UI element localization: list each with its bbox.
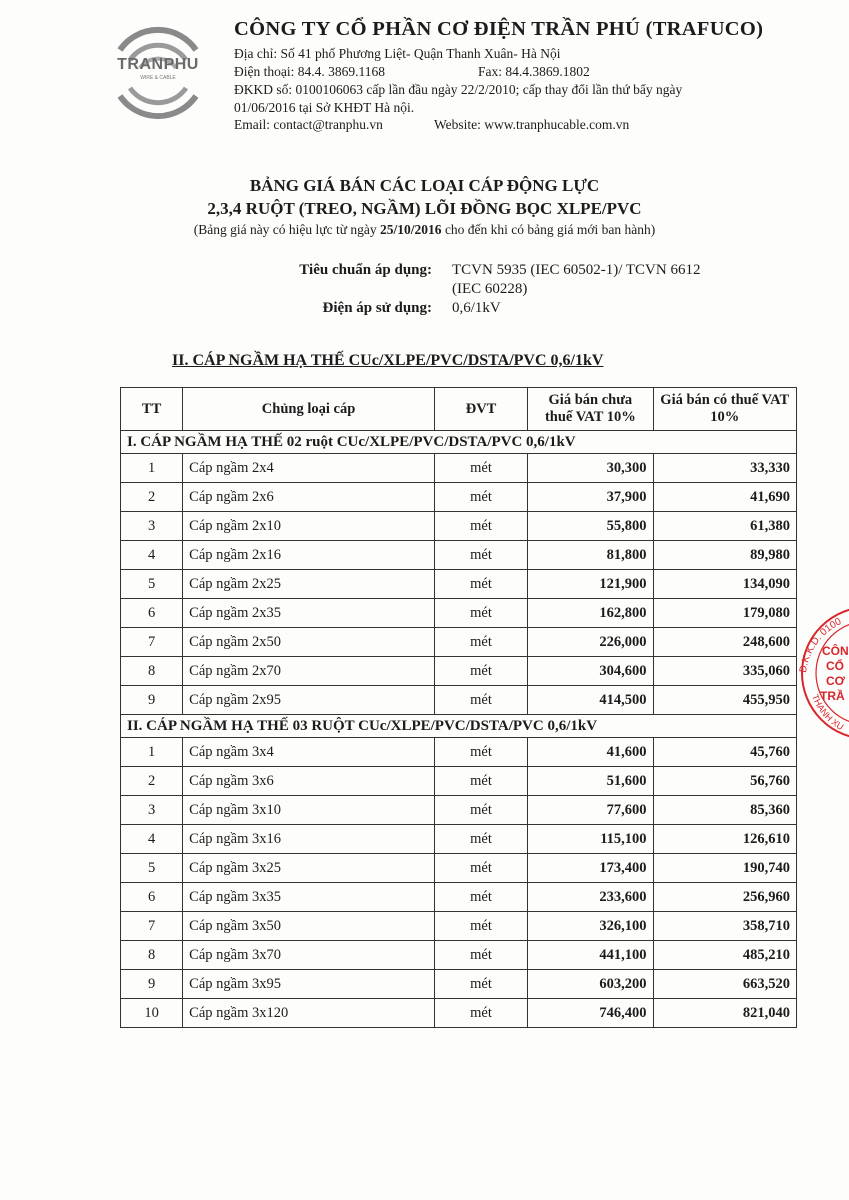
row-price-vat: 85,360 (653, 796, 796, 825)
row-price: 173,400 (528, 854, 653, 883)
row-price-vat: 485,210 (653, 941, 796, 970)
row-name: Cáp ngầm 2x50 (183, 628, 435, 657)
row-price-vat: 45,760 (653, 738, 796, 767)
row-tt: 7 (121, 628, 183, 657)
table-row (121, 599, 797, 628)
header-name: Chủng loại cáp (183, 388, 435, 431)
validity-note (0, 222, 849, 238)
row-tt: 4 (121, 825, 183, 854)
row-price-vat: 455,950 (653, 686, 796, 715)
row-tt: 9 (121, 686, 183, 715)
row-tt: 10 (121, 999, 183, 1028)
row-name: Cáp ngầm 3x95 (183, 970, 435, 999)
row-unit: mét (434, 512, 527, 541)
row-unit: mét (434, 657, 527, 686)
row-price: 51,600 (528, 767, 653, 796)
stamp-bottom-text: THANH XU (810, 693, 846, 733)
stamp-line-4: TRẦ (820, 689, 845, 703)
row-price-vat: 821,040 (653, 999, 796, 1028)
header-unit: ĐVT (434, 388, 527, 431)
row-name: Cáp ngầm 3x50 (183, 912, 435, 941)
row-name: Cáp ngầm 3x120 (183, 999, 435, 1028)
row-price-vat: 358,710 (653, 912, 796, 941)
row-unit: mét (434, 599, 527, 628)
row-tt: 3 (121, 796, 183, 825)
row-price: 121,900 (528, 570, 653, 599)
row-price: 304,600 (528, 657, 653, 686)
row-unit: mét (434, 854, 527, 883)
row-tt: 4 (121, 541, 183, 570)
table-row (121, 796, 797, 825)
row-price: 30,300 (528, 454, 653, 483)
table-header-row (121, 388, 797, 431)
company-stamp (792, 598, 849, 748)
row-price-vat: 663,520 (653, 970, 796, 999)
row-price: 41,600 (528, 738, 653, 767)
row-name: Cáp ngầm 2x70 (183, 657, 435, 686)
company-name: CÔNG TY CỔ PHẦN CƠ ĐIỆN TRẦN PHÚ (TRAFUCO) (234, 18, 764, 40)
stamp-line-3: CƠ (826, 674, 845, 688)
company-registration-line1: ĐKKD số: 0100106063 cấp lần đầu ngày 22/2/2010; cấp thay đổi lần thứ bẩy ngày (234, 82, 683, 97)
table-row (121, 941, 797, 970)
validity-suffix: cho đến khi có bảng giá mới ban hành) (441, 222, 656, 237)
table-row (121, 825, 797, 854)
stamp-line-1: CÔN (822, 644, 849, 658)
row-price: 326,100 (528, 912, 653, 941)
row-name: Cáp ngầm 3x25 (183, 854, 435, 883)
company-registration-line2: 01/06/2016 tại Sở KHĐT Hà nội. (234, 100, 415, 115)
row-tt: 6 (121, 599, 183, 628)
row-unit: mét (434, 883, 527, 912)
row-name: Cáp ngầm 2x10 (183, 512, 435, 541)
row-price: 81,800 (528, 541, 653, 570)
row-tt: 5 (121, 854, 183, 883)
table-group-row (121, 431, 797, 454)
row-price: 233,600 (528, 883, 653, 912)
table-row (121, 570, 797, 599)
row-price: 55,800 (528, 512, 653, 541)
row-unit: mét (434, 454, 527, 483)
row-unit: mét (434, 738, 527, 767)
stamp-line-2: CỔ (826, 659, 844, 673)
header-tt: TT (121, 388, 183, 431)
row-tt: 8 (121, 941, 183, 970)
row-price-vat: 41,690 (653, 483, 796, 512)
table-row (121, 454, 797, 483)
voltage-label: Điện áp sử dụng: (322, 300, 432, 316)
standard-label: Tiêu chuẩn áp dụng: (299, 262, 432, 278)
row-name: Cáp ngầm 2x25 (183, 570, 435, 599)
table-row (121, 628, 797, 657)
row-tt: 6 (121, 883, 183, 912)
row-price-vat: 61,380 (653, 512, 796, 541)
company-email: Email: contact@tranphu.vn (234, 117, 383, 132)
row-price-vat: 248,600 (653, 628, 796, 657)
row-unit: mét (434, 483, 527, 512)
document-subtitle: 2,3,4 RUỘT (TREO, NGẦM) LÕI ĐỒNG BỌC XLPE/PVC (207, 199, 642, 218)
row-unit: mét (434, 767, 527, 796)
logo-text: TRANPHU (117, 56, 199, 73)
table-row (121, 657, 797, 686)
price-table (120, 387, 797, 1028)
table-group-row (121, 715, 797, 738)
voltage-value: 0,6/1kV (452, 300, 501, 316)
row-unit: mét (434, 570, 527, 599)
row-name: Cáp ngầm 3x16 (183, 825, 435, 854)
row-price: 603,200 (528, 970, 653, 999)
logo-subtext: WIRE & CABLE (140, 75, 176, 81)
row-unit: mét (434, 941, 527, 970)
row-price-vat: 126,610 (653, 825, 796, 854)
stamp-outer-text: Đ.K.K.D. 0100 (798, 616, 844, 674)
row-unit: mét (434, 686, 527, 715)
row-tt: 1 (121, 738, 183, 767)
row-name: Cáp ngầm 2x95 (183, 686, 435, 715)
row-price-vat: 179,080 (653, 599, 796, 628)
row-price: 37,900 (528, 483, 653, 512)
row-price: 162,800 (528, 599, 653, 628)
row-price: 77,600 (528, 796, 653, 825)
row-price: 115,100 (528, 825, 653, 854)
table-row (121, 854, 797, 883)
row-name: Cáp ngầm 2x16 (183, 541, 435, 570)
header-price-vat: Giá bán có thuế VAT 10% (653, 388, 796, 431)
table-row (121, 541, 797, 570)
row-tt: 7 (121, 912, 183, 941)
table-row (121, 912, 797, 941)
row-tt: 5 (121, 570, 183, 599)
row-tt: 1 (121, 454, 183, 483)
row-tt: 8 (121, 657, 183, 686)
row-price-vat: 190,740 (653, 854, 796, 883)
row-unit: mét (434, 541, 527, 570)
company-phone: Điện thoại: 84.4. 3869.1168 (234, 64, 385, 79)
row-unit: mét (434, 628, 527, 657)
document-title: BẢNG GIÁ BÁN CÁC LOẠI CÁP ĐỘNG LỰC (249, 176, 600, 195)
row-price: 414,500 (528, 686, 653, 715)
row-name: Cáp ngầm 3x4 (183, 738, 435, 767)
table-row (121, 999, 797, 1028)
table-row (121, 767, 797, 796)
row-price-vat: 134,090 (653, 570, 796, 599)
row-name: Cáp ngầm 3x70 (183, 941, 435, 970)
row-tt: 3 (121, 512, 183, 541)
row-price: 226,000 (528, 628, 653, 657)
row-tt: 2 (121, 767, 183, 796)
table-row (121, 483, 797, 512)
row-unit: mét (434, 912, 527, 941)
standard-value-line2: (IEC 60228) (452, 281, 528, 297)
row-price-vat: 256,960 (653, 883, 796, 912)
row-unit: mét (434, 825, 527, 854)
validity-prefix: (Bảng giá này có hiệu lực từ ngày (193, 222, 381, 237)
company-website: Website: www.tranphucable.com.vn (434, 117, 630, 132)
row-name: Cáp ngầm 2x6 (183, 483, 435, 512)
company-address: Địa chỉ: Số 41 phố Phương Liệt- Quận Thanh Xuân- Hà Nội (234, 46, 561, 61)
row-name: Cáp ngầm 2x35 (183, 599, 435, 628)
group-title: II. CÁP NGẦM HẠ THẾ 03 RUỘT CUc/XLPE/PVC/DSTA/PVC 0,6/1kV (121, 715, 797, 738)
row-price: 746,400 (528, 999, 653, 1028)
row-price-vat: 33,330 (653, 454, 796, 483)
section-heading: II. CÁP NGẦM HẠ THẾ CUc/XLPE/PVC/DSTA/PVC 0,6/1kV (172, 352, 604, 369)
table-row (121, 738, 797, 767)
header-price-no-vat: Giá bán chưa thuế VAT 10% (528, 388, 653, 431)
row-price: 441,100 (528, 941, 653, 970)
row-name: Cáp ngầm 3x35 (183, 883, 435, 912)
group-title: I. CÁP NGẦM HẠ THẾ 02 ruột CUc/XLPE/PVC/DSTA/PVC 0,6/1kV (121, 431, 797, 454)
row-name: Cáp ngầm 3x6 (183, 767, 435, 796)
row-price-vat: 89,980 (653, 541, 796, 570)
row-tt: 9 (121, 970, 183, 999)
validity-date: 25/10/2016 (380, 222, 442, 237)
row-unit: mét (434, 796, 527, 825)
row-price-vat: 56,760 (653, 767, 796, 796)
company-fax: Fax: 84.4.3869.1802 (478, 64, 590, 79)
row-name: Cáp ngầm 2x4 (183, 454, 435, 483)
row-name: Cáp ngầm 3x10 (183, 796, 435, 825)
table-row (121, 512, 797, 541)
table-row (121, 883, 797, 912)
row-price-vat: 335,060 (653, 657, 796, 686)
row-tt: 2 (121, 483, 183, 512)
row-unit: mét (434, 970, 527, 999)
row-unit: mét (434, 999, 527, 1028)
standard-value-line1: TCVN 5935 (IEC 60502-1)/ TCVN 6612 (452, 262, 701, 278)
table-row (121, 970, 797, 999)
table-row (121, 686, 797, 715)
